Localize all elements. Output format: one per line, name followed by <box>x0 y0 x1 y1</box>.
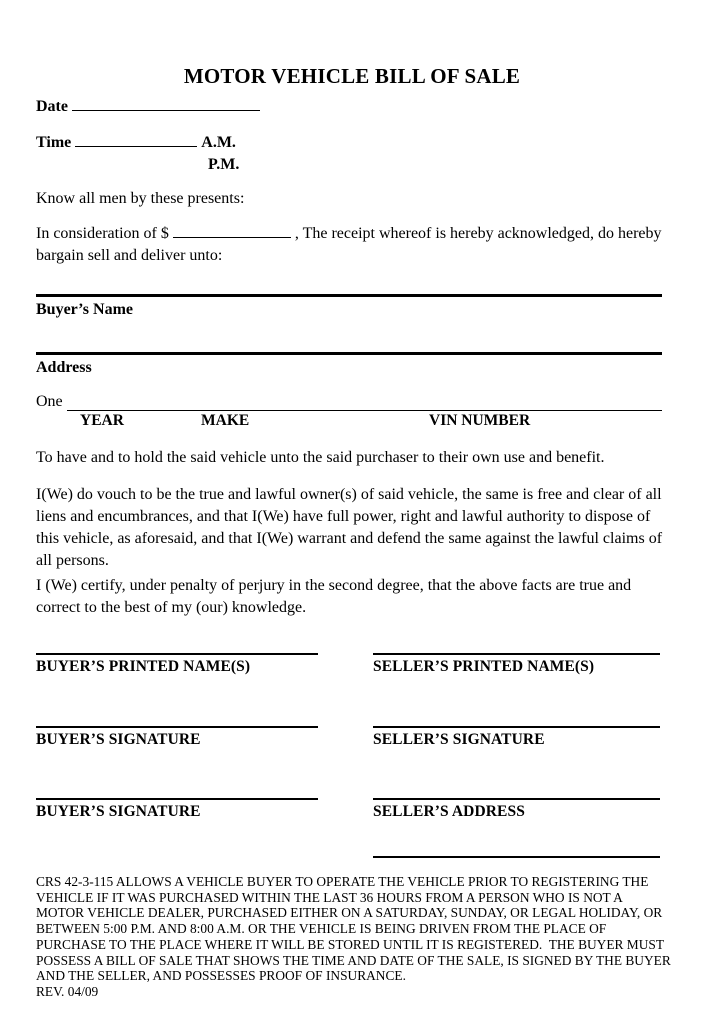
consideration-paragraph <box>36 221 664 267</box>
consideration-prefix: In consideration of $ <box>36 225 169 242</box>
certify-paragraph: I (We) certify, under penalty of perjury in the second degree, that the above facts are true and correct to the best of my (our) knowledge. <box>36 577 632 616</box>
amount-input-line[interactable] <box>173 221 291 238</box>
consideration-suffix: , The receipt whereof is hereby acknowledged, do hereby bargain sell and deliver unto: <box>36 225 662 264</box>
buyer-signature-cell <box>36 726 318 749</box>
date-input-line[interactable] <box>72 94 260 111</box>
one-label: One <box>36 393 63 410</box>
address-section[interactable] <box>36 352 662 377</box>
vehicle-description-row <box>36 392 662 412</box>
vehicle-input-line[interactable] <box>67 396 662 411</box>
seller-address-label: SELLER’S ADDRESS <box>373 803 525 820</box>
vouch-paragraph: I(We) do vouch to be the true and lawful owner(s) of said vehicle, the same is free and clear of all liens and encumbrances, and that I(We) have full power, right and lawful authority to dispose of this vehicle, as aforesaid, and that I(We) warrant and defend the same against the lawful claims of all persons. <box>36 486 663 569</box>
address-label: Address <box>36 359 92 376</box>
seller-printed-name-cell <box>373 653 660 676</box>
time-field-row <box>36 130 239 154</box>
pm-row <box>36 154 239 176</box>
buyer-signature2-label: BUYER’S SIGNATURE <box>36 803 201 820</box>
pm-label: P.M. <box>208 156 240 173</box>
time-field-block <box>36 130 239 176</box>
buyer-printed-name-line[interactable] <box>36 653 318 655</box>
seller-address-line[interactable] <box>373 798 660 800</box>
buyer-signature-line[interactable] <box>36 726 318 728</box>
seller-address-cell <box>373 798 660 821</box>
vin-column-label: VIN NUMBER <box>429 412 531 429</box>
year-column-label: YEAR <box>80 412 124 429</box>
buyer-printed-name-cell <box>36 653 318 676</box>
vehicle-column-headers <box>36 412 662 432</box>
crs-notice: CRS 42-3-115 ALLOWS A VEHICLE BUYER TO OPERATE THE VEHICLE PRIOR TO REGISTERING THE VEHICLE IF IT WAS PURCHASED WITHIN THE LAST 36 HOURS FROM A PERSON WHO IS NOT A MOTOR VEHICLE DEALER, PURCHASED EITHER ON A SATURDAY, SUNDAY, OR LEGAL HOLIDAY, OR BETWEEN 5:00 P.M. AND 8:00 A.M. OR THE VEHICLE IS BEING DRIVEN FROM THE PLACE OF PURCHASE TO THE PLACE WHERE IT WILL BE STORED UNTIL IT IS REGISTERED. THE BUYER MUST POSSESS A BILL OF SALE THAT SHOWS THE TIME AND DATE OF THE SALE, IS SIGNED BY THE BUYER AND THE SELLER, AND POSSESSES PROOF OF INSURANCE. <box>36 874 674 984</box>
seller-signature-cell <box>373 726 660 749</box>
buyer-printed-name-label: BUYER’S PRINTED NAME(S) <box>36 658 251 675</box>
buyers-name-section[interactable] <box>36 294 662 319</box>
revision-label: REV. 04/09 <box>36 983 99 999</box>
page-title: MOTOR VEHICLE BILL OF SALE <box>183 64 521 89</box>
make-column-label: MAKE <box>201 412 250 429</box>
to-have-paragraph: To have and to hold the said vehicle unto the said purchaser to their own use and benefit. <box>36 449 605 466</box>
time-label: Time <box>36 134 72 151</box>
buyer-signature2-line[interactable] <box>36 798 318 800</box>
am-label: A.M. <box>201 134 236 151</box>
date-label: Date <box>36 98 68 115</box>
seller-signature-line[interactable] <box>373 726 660 728</box>
buyers-name-label: Buyer’s Name <box>36 301 134 318</box>
time-input-line[interactable] <box>75 130 197 147</box>
seller-printed-name-label: SELLER’S PRINTED NAME(S) <box>373 658 595 675</box>
legal-footer <box>36 874 672 1000</box>
buyer-signature2-cell <box>36 798 318 821</box>
seller-signature-label: SELLER’S SIGNATURE <box>373 731 545 748</box>
seller-address-line-2[interactable] <box>373 856 660 858</box>
buyer-signature-label: BUYER’S SIGNATURE <box>36 731 201 748</box>
seller-printed-name-line[interactable] <box>373 653 660 655</box>
date-field-row <box>36 94 260 118</box>
presents-statement: Know all men by these presents: <box>36 190 245 207</box>
